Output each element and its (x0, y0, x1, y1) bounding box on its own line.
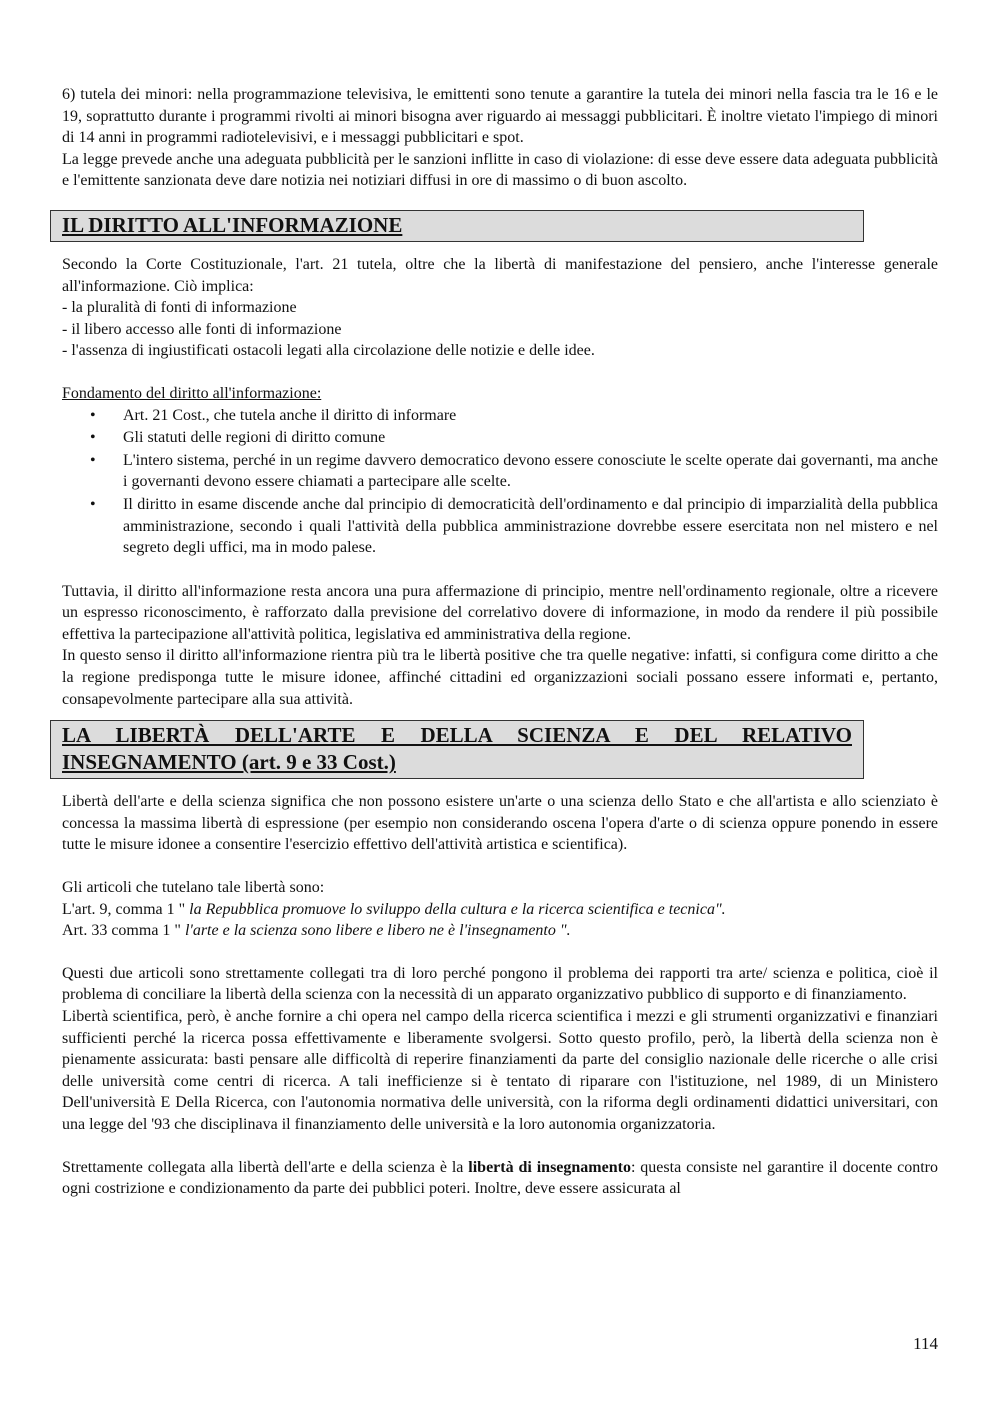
dash-item-libero-accesso: - il libero accesso alle fonti di informazione (62, 320, 342, 338)
dash-item-pluralita: - la pluralità di fonti di informazione (62, 299, 297, 317)
section-heading-diritto-informazione: IL DIRITTO ALL'INFORMAZIONE (50, 210, 864, 242)
paragraph-tutela-minori: 6) tutela dei minori: nella programmazione televisiva, le emittenti sono tenute a garantire la tutela dei minori nella fascia tra le 16 e le 19, soprattutto durante i programmi rivolti ai minori bisogna aver riguardo ai messaggi pubblicitari. È inoltre vietato l'impiego di minori di 14 anni in programmi radiotelevisivi, e i messaggi pubblicitari e spot. (62, 86, 938, 147)
bullet-item-intero-sistema: • L'intero sistema, perché in un regime davvero democratico devono essere conosciute le scelte operate dai governanti, ma anche i governanti devono essere chiamati a partecipare alle scelte. (62, 450, 938, 493)
article-9-quote: L'art. 9, comma 1 " la Repubblica promuove lo sviluppo della cultura e la ricerca scientifica e tecnica". (62, 900, 726, 918)
fondamento-list (62, 405, 938, 559)
paragraph-liberta-scientifica: Libertà scientifica, però, è anche fornire a chi opera nel campo della ricerca scientifica i mezzi e gli strumenti organizzativi e finanziari sufficienti perché la ricerca possa effettivamente e liberamente svolgersi. Sotto questo profilo, però, la libertà della scienza non è pienamente assicurata: basti pensare alle difficoltà di reperire finanziamenti da parte del consiglio nazionale delle ricerche o alle crisi delle università come centri di ricerca. A tali inefficienze si è tentato di riparare con l'istituzione, nel 1989, di un Ministero Dell'università E Della Ricerca, con l'autonomia normativa delle università, con la riforma degli ordinamenti didattici universitari, con una legge del '93 che disciplinava il finanziamento delle università e la loro autonomia organizzatoria. (62, 1008, 938, 1133)
articoli-label: Gli articoli che tutelano tale libertà sono: (62, 879, 325, 897)
section-heading-liberta-arte-scienza: LA LIBERTÀ DELL'ARTE E DELLA SCIENZA E DEL RELATIVO INSEGNAMENTO (art. 9 e 33 Cost.) (50, 720, 864, 779)
bullet-item-art21: • Art. 21 Cost., che tutela anche il diritto di informare (62, 405, 938, 427)
document-page (62, 84, 938, 1200)
paragraph-liberta-insegnamento: Strettamente collegata alla libertà dell'arte e della scienza è la libertà di insegnamento: questa consiste nel garantire il docente contro ogni costrizione e condizionamento da parte dei pubblici poteri. Inoltre, deve essere assicurata al (62, 1158, 939, 1198)
fondamento-label: Fondamento del diritto all'informazione: (62, 384, 322, 402)
dash-item-assenza-ostacoli: - l'assenza di ingiustificati ostacoli legati alla circolazione delle notizie e delle idee. (62, 342, 595, 360)
article-33-quote: Art. 33 comma 1 " l'arte e la scienza sono libere e libero ne è l'insegnamento ". (62, 922, 571, 940)
paragraph-tuttavia: Tuttavia, il diritto all'informazione resta ancora una pura affermazione di principio, mentre nell'ordinamento regionale, oltre a ricevere un espresso riconoscimento, è rafforzato dalla previsione del correlativo dovere di informazione, in modo da rendere il più possibile effettiva la partecipazione all'attività politica, legislativa ed amministrativa della regione. (62, 582, 938, 643)
paragraph-sanzioni: La legge prevede anche una adeguata pubblicità per le sanzioni inflitte in caso di violazione: di esse deve essere data adeguata pubblicità e l'emittente sanzionata deve dare notizia nei notiziari diffusi in ore di massimo o di buon ascolto. (62, 150, 938, 190)
paragraph-in-questo-senso: In questo senso il diritto all'informazione rientra più tra le libertà positive che tra quelle negative: infatti, si configura come diritto a che la regione predisponga tutte le misure idonee, affinché cittadini ed organizzazioni sociali possano essere informati e, pertanto, consapevolmente partecipare alla sua attività. (62, 647, 938, 708)
paragraph-liberta-arte: Libertà dell'arte e della scienza significa che non possono esistere un'arte o una scienza dello Stato e che all'artista e allo scienziato è concessa la massima libertà di espressione (per esempio non considerando oscena l'opera d'arte o di scienza oppure ponendo in essere tutte le misure idonee a consentire l'esercizio effettivo dell'attività artistica e scientifica). (62, 793, 938, 854)
paragraph-corte-costituzionale: Secondo la Corte Costituzionale, l'art. 21 tutela, oltre che la libertà di manifestazione del pensiero, anche l'interesse generale all'informazione. Ciò implica: (62, 255, 938, 295)
paragraph-articoli-collegati: Questi due articoli sono strettamente collegati tra di loro perché pongono il problema dei rapporti tra arte/ scienza e politica, cioè il problema di conciliare la libertà della scienza con la necessità di un apparato organizzativo pubblico di supporto e di finanziamento. (62, 964, 938, 1004)
bullet-item-statuti: • Gli statuti delle regioni di diritto comune (62, 427, 938, 449)
page-number: 114 (913, 1334, 938, 1353)
bullet-item-principio-democraticita: • Il diritto in esame discende anche dal principio di democraticità dell'ordinamento e dal principio di imparzialità della pubblica amministrazione, secondo i quali l'attività della pubblica amministrazione dovrebbe essere esercitata non nel mistero e nel segreto degli uffici, ma in modo palese. (62, 494, 938, 559)
